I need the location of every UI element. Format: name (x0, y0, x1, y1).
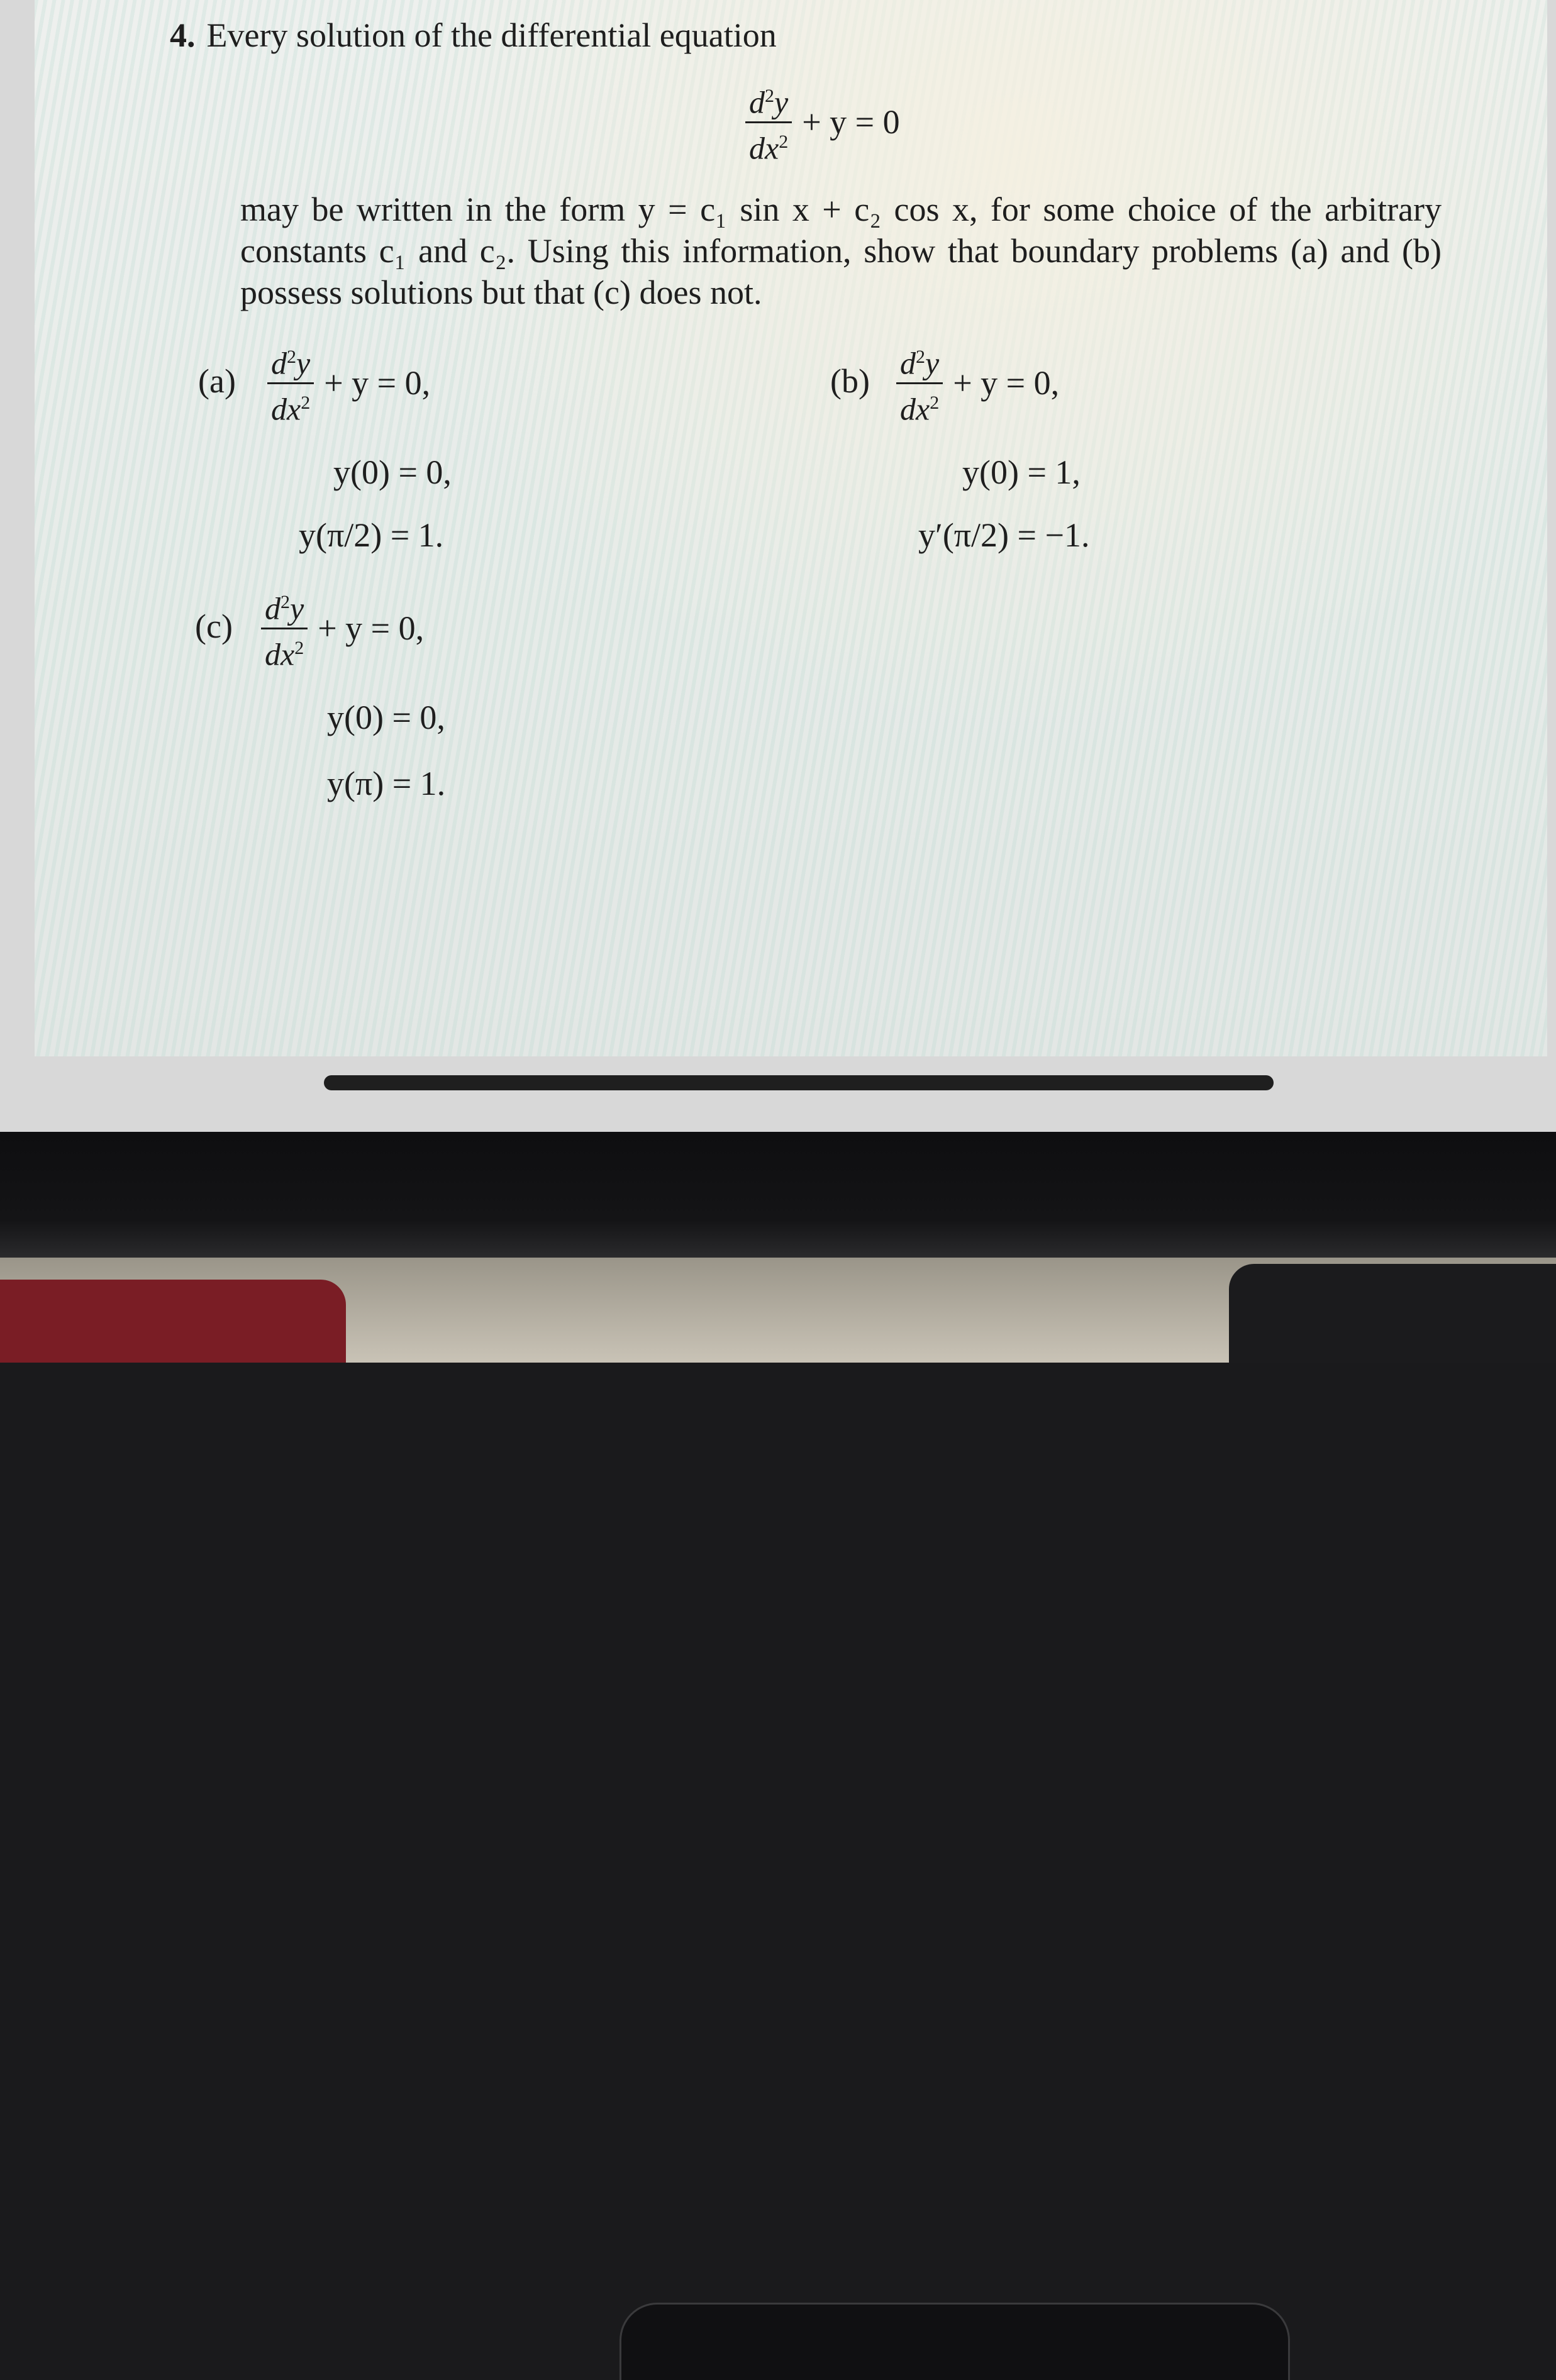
part-a-fraction: $\frac{d^2y}{dx^2}$ (267, 340, 314, 426)
part-c-condition-2: y(π) = 1. (327, 765, 446, 802)
part-b-equation (896, 340, 1059, 426)
problem-intro-text: Every solution of the differential equation (206, 16, 777, 54)
part-b-condition-1: y(0) = 1, (962, 453, 1081, 491)
horizontal-scrollbar[interactable] (324, 1075, 1274, 1090)
device-bezel (0, 1132, 1556, 1258)
fraction-numerator: $d^2y$ (745, 79, 792, 123)
problem-intro (170, 16, 777, 55)
problem-paragraph: may be written in the form y = c₁ sin x + c₂ cos x, for some choice of the arbitrary constants c₁ and c₂. Using this information, show that boundary problems (a) and (b) possess solutions but that (c) does not. (240, 191, 1442, 311)
document-page (35, 0, 1547, 1056)
red-object (0, 1280, 346, 1363)
part-c-condition-1: y(0) = 0, (327, 699, 445, 736)
part-a-label: (a) (198, 362, 236, 400)
problem-number: 4. (170, 16, 196, 54)
part-b-condition-2: y′(π/2) = −1. (918, 516, 1090, 554)
part-b-equation-rest: + y = 0, (953, 364, 1060, 402)
second-derivative-fraction (745, 79, 792, 165)
fraction-denominator: $dx^2$ (749, 130, 789, 166)
part-b-fraction: $\frac{d^2y}{dx^2}$ (896, 340, 943, 426)
part-c-equation-rest: + y = 0, (318, 609, 425, 648)
part-a-equation (267, 340, 430, 426)
part-a-condition-1: y(0) = 0, (333, 453, 452, 491)
part-a-equation-rest: + y = 0, (324, 364, 431, 402)
screen (0, 0, 1556, 1132)
part-a-condition-2: y(π/2) = 1. (299, 516, 444, 554)
dark-object (1229, 1264, 1556, 1363)
camera-notch (620, 2303, 1290, 2380)
equation-rest: + y = 0 (802, 103, 900, 141)
main-equation (745, 79, 900, 165)
part-c-label: (c) (195, 607, 233, 645)
part-b-label: (b) (830, 362, 870, 400)
part-c-equation (261, 585, 424, 672)
part-c-fraction: $\frac{d^2y}{dx^2}$ (261, 585, 308, 672)
